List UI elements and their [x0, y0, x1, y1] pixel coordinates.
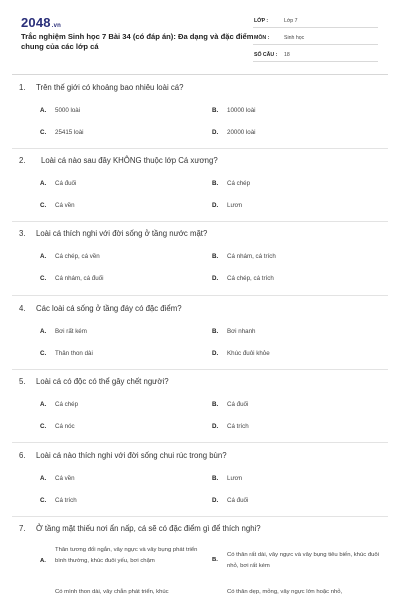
question-1	[0, 75, 400, 152]
option-letter: C.	[40, 423, 47, 430]
meta-label: MÔN :	[254, 35, 270, 41]
option-text: Cá trích	[55, 497, 77, 504]
option-letter: B.	[212, 557, 218, 563]
question-number: 1.	[19, 83, 26, 92]
option-letter: D.	[212, 129, 219, 136]
question-label: Loài cá nào sau đây KHÔNG thuộc lớp Cá xương?	[41, 156, 218, 165]
option-letter: C.	[40, 202, 47, 209]
question-label: Trên thế giới có khoảng bao nhiêu loài cá?	[36, 83, 184, 92]
option-text: Cá vền	[55, 202, 75, 209]
option-text: Cá đuối	[227, 497, 249, 504]
option-letter: A.	[40, 558, 46, 564]
option-a[interactable]	[40, 545, 200, 579]
option-letter: A.	[40, 253, 47, 260]
meta-value: 18	[284, 52, 290, 58]
option-text: 5000 loài	[55, 107, 81, 114]
question-3	[0, 222, 400, 298]
option-text: Cá chép, cá trích	[227, 275, 274, 282]
question-text	[19, 377, 169, 386]
option-letter: A.	[40, 328, 47, 335]
question-text	[19, 83, 183, 92]
question-text	[19, 451, 227, 460]
question-7	[0, 517, 400, 600]
question-text	[19, 304, 182, 313]
option-text: Bơi nhanh	[227, 328, 256, 335]
option-letter: D.	[212, 350, 219, 357]
question-number: 6.	[19, 451, 26, 460]
option-letter: A.	[40, 180, 47, 187]
option-letter: D.	[212, 202, 219, 209]
option-text: Có thân rất dài, vây ngực và vây bụng tiêu biến, khúc đuôi nhỏ, bơi rất kém	[227, 552, 379, 569]
option-letter: D.	[212, 275, 219, 282]
option-text: Lươn	[227, 475, 243, 482]
option-text: Thân tương đối ngắn, vây ngực và vây bụng phát triển bình thường, khúc đuôi yếu, bơi chậm	[55, 547, 198, 564]
option-d[interactable]	[212, 587, 382, 599]
question-2	[0, 149, 400, 225]
question-label: Ở tầng mặt thiếu nơi ẩn nấp, cá sẽ có đặc điểm gì để thích nghi?	[36, 524, 261, 533]
option-letter: C.	[40, 497, 47, 504]
page-header	[0, 0, 400, 72]
option-letter: B.	[212, 253, 219, 260]
option-text: 20000 loài	[227, 129, 256, 136]
question-6	[0, 443, 400, 519]
option-text: Cá chép	[55, 401, 79, 408]
question-4	[0, 296, 400, 372]
question-text	[19, 524, 261, 533]
option-letter: C.	[40, 275, 47, 282]
meta-info	[253, 14, 378, 65]
meta-row-class	[253, 14, 378, 28]
option-text: Cá đuối	[55, 180, 77, 187]
option-letter: B.	[212, 107, 219, 114]
meta-value: Sinh học	[284, 35, 305, 41]
option-text: Có mình thon dài, vây chẵn phát triển, khúc	[55, 589, 169, 595]
option-c[interactable]	[40, 587, 205, 599]
option-text: Cá trích	[227, 423, 249, 430]
meta-value: Lớp 7	[284, 18, 298, 24]
logo-number: 2048	[21, 15, 51, 30]
option-letter: B.	[212, 401, 219, 408]
meta-label: SỐ CÂU :	[254, 52, 278, 58]
option-text: Có thân dẹp, mỏng, vây ngực lớn hoặc nhỏ,	[227, 589, 343, 595]
question-label: Loài cá có độc có thể gây chết người?	[36, 377, 169, 386]
option-text: Bơi rất kém	[55, 328, 87, 335]
option-letter: A.	[40, 475, 47, 482]
option-letter: A.	[40, 107, 47, 114]
meta-row-count	[253, 48, 378, 62]
document-title: Trắc nghiệm Sinh học 7 Bài 34 (có đáp án): Đa dạng và đặc điểm chung của các lớp cá	[21, 32, 254, 51]
option-text: Cá nhám, cá đuối	[55, 275, 104, 282]
option-letter: C.	[40, 129, 47, 136]
meta-label: LỚP :	[254, 18, 269, 24]
option-text: Thân thon dài	[55, 350, 93, 357]
option-text: 10000 loài	[227, 107, 256, 114]
option-letter: D.	[212, 497, 219, 504]
option-letter: B.	[212, 475, 219, 482]
option-text: 25415 loài	[55, 129, 84, 136]
question-text	[19, 156, 218, 165]
option-text: Lươn	[227, 202, 243, 209]
question-number: 7.	[19, 524, 26, 533]
option-text: Cá đuối	[227, 401, 249, 408]
meta-row-subject	[253, 31, 378, 45]
option-text: Cá nhám, cá trích	[227, 253, 276, 260]
option-letter: B.	[212, 328, 219, 335]
question-number: 5.	[19, 377, 26, 386]
question-text	[19, 229, 207, 238]
question-label: Loài cá thích nghi với đời sống ở tầng nước mặt?	[36, 229, 208, 238]
question-number: 4.	[19, 304, 26, 313]
option-text: Cá chép	[227, 180, 251, 187]
option-letter: A.	[40, 401, 47, 408]
option-text: Cá nóc	[55, 423, 75, 430]
option-text: Khúc đuôi khỏe	[227, 350, 270, 357]
question-number: 2.	[19, 156, 26, 165]
option-letter: D.	[212, 423, 219, 430]
logo-tld: .vn	[51, 23, 62, 29]
option-letter: B.	[212, 180, 219, 187]
option-letter: C.	[40, 350, 47, 357]
question-label: Các loài cá sống ở tầng đáy có đặc điểm?	[36, 304, 182, 313]
question-number: 3.	[19, 229, 26, 238]
question-5	[0, 370, 400, 446]
question-label: Loài cá nào thích nghi với đời sống chui rúc trong bùn?	[36, 451, 227, 460]
site-logo[interactable]	[21, 15, 61, 30]
option-b[interactable]	[212, 550, 382, 574]
option-text: Cá vền	[55, 475, 75, 482]
option-text: Cá chép, cá vền	[55, 253, 100, 260]
